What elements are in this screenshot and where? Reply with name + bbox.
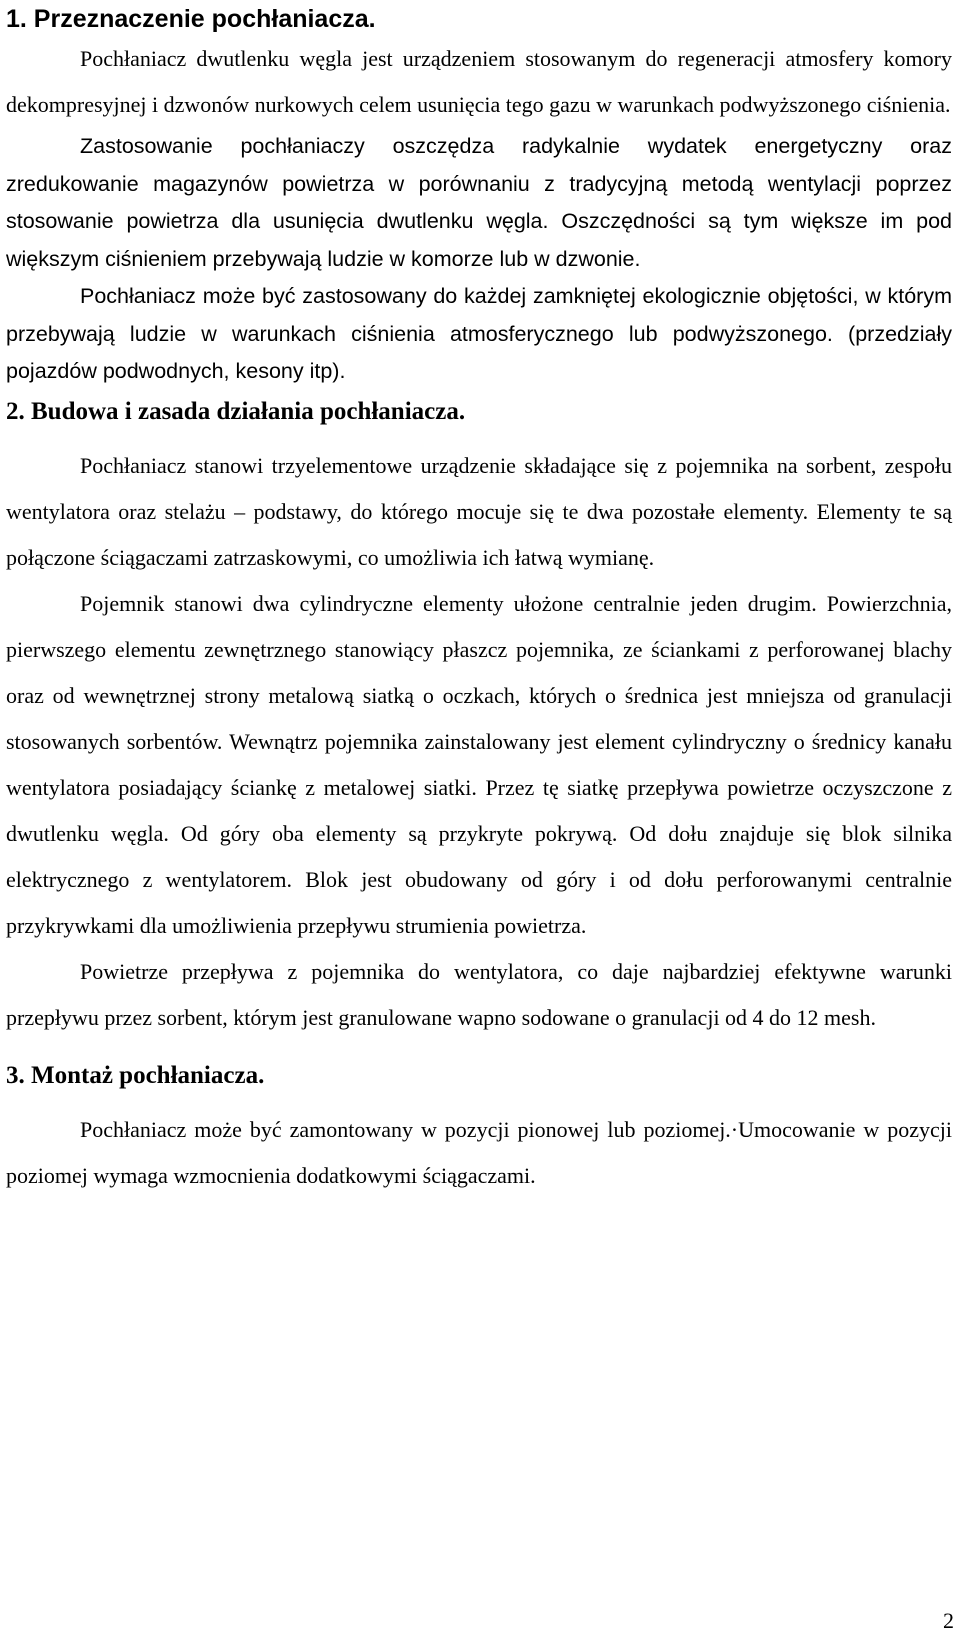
section-1-paragraph-usage: Pochłaniacz może być zastosowany do każdej zamkniętej ekologicznie objętości, w którym przebywają ludzie w warunkach ciśnienia atmosferycznego lub podwyższonego. (przedziały pojazdów podwodnych, kesony itp).: [6, 284, 952, 383]
section-1-heading: 1. Przeznaczenie pochłaniacza.: [6, 5, 376, 33]
document-page: [6, 0, 952, 1199]
section-2-heading: 2. Budowa i zasada działania pochłaniacza.: [6, 397, 466, 425]
section-2-paragraph-container: Pojemnik stanowi dwa cylindryczne elementy ułożone centralnie jeden drugim. Powierzchnia, pierwszego elementu zewnętrznego stanowiący płaszcz pojemnika, ze ściankami z perforowanej blachy oraz od wewnętrznej strony metalową siatką o oczkach, których o średnica jest mniejsza od granulacji stosowanych sorbentów. Wewnątrz pojemnika zainstalowany jest element cylindryczny o średnicy kanału wentylatora posiadający ściankę z metalowej siatki. Przez tę siatkę przepływa powietrze oczyszczone z dwutlenku węgla. Od góry oba elementy są przykryte pokrywą. Od dołu znajduje się blok silnika elektrycznego z wentylatorem. Blok jest obudowany od góry i od dołu perforowanymi centralnie przykrywkami dla umożliwienia przepływu strumienia powietrza.: [6, 590, 952, 938]
section-1-paragraph-savings: Zastosowanie pochłaniaczy oszczędza radykalnie wydatek energetyczny oraz zredukowanie magazynów powietrza w porównaniu z tradycyjną metodą wentylacji poprzez stosowanie powietrza dla usunięcia dwutlenku węgla. Oszczędności są tym większe im pod większym ciśnieniem przebywają ludzie w komorze lub w dzwonie.: [6, 134, 952, 271]
section-2-paragraph-airflow: Powietrze przepływa z pojemnika do wentylatora, co daje najbardziej efektywne warunki przepływu przez sorbent, którym jest granulowane wapno sodowane o granulacji od 4 do 12 mesh.: [6, 958, 952, 1030]
section-2-paragraph-structure: Pochłaniacz stanowi trzyelementowe urządzenie składające się z pojemnika na sorbent, zespołu wentylatora oraz stelażu – podstawy, do którego mocuje się te dwa pozostałe elementy. Elementy te są połączone ściągaczami zatrzaskowymi, co umożliwia ich łatwą wymianę.: [6, 452, 952, 570]
section-1-paragraph-purpose: Pochłaniacz dwutlenku węgla jest urządzeniem stosowanym do regeneracji atmosfery komory dekompresyjnej i dzwonów nurkowych celem usunięcia tego gazu w warunkach podwyższonego ciśnienia.: [6, 46, 952, 117]
page-number: 2: [943, 1608, 954, 1633]
section-3-paragraph-mounting: Pochłaniacz może być zamontowany w pozycji pionowej lub poziomej.·Umocowanie w pozycji poziomej wymaga wzmocnienia dodatkowymi ściągaczami.: [6, 1116, 952, 1188]
section-3-heading: 3. Montaż pochłaniacza.: [6, 1061, 265, 1089]
